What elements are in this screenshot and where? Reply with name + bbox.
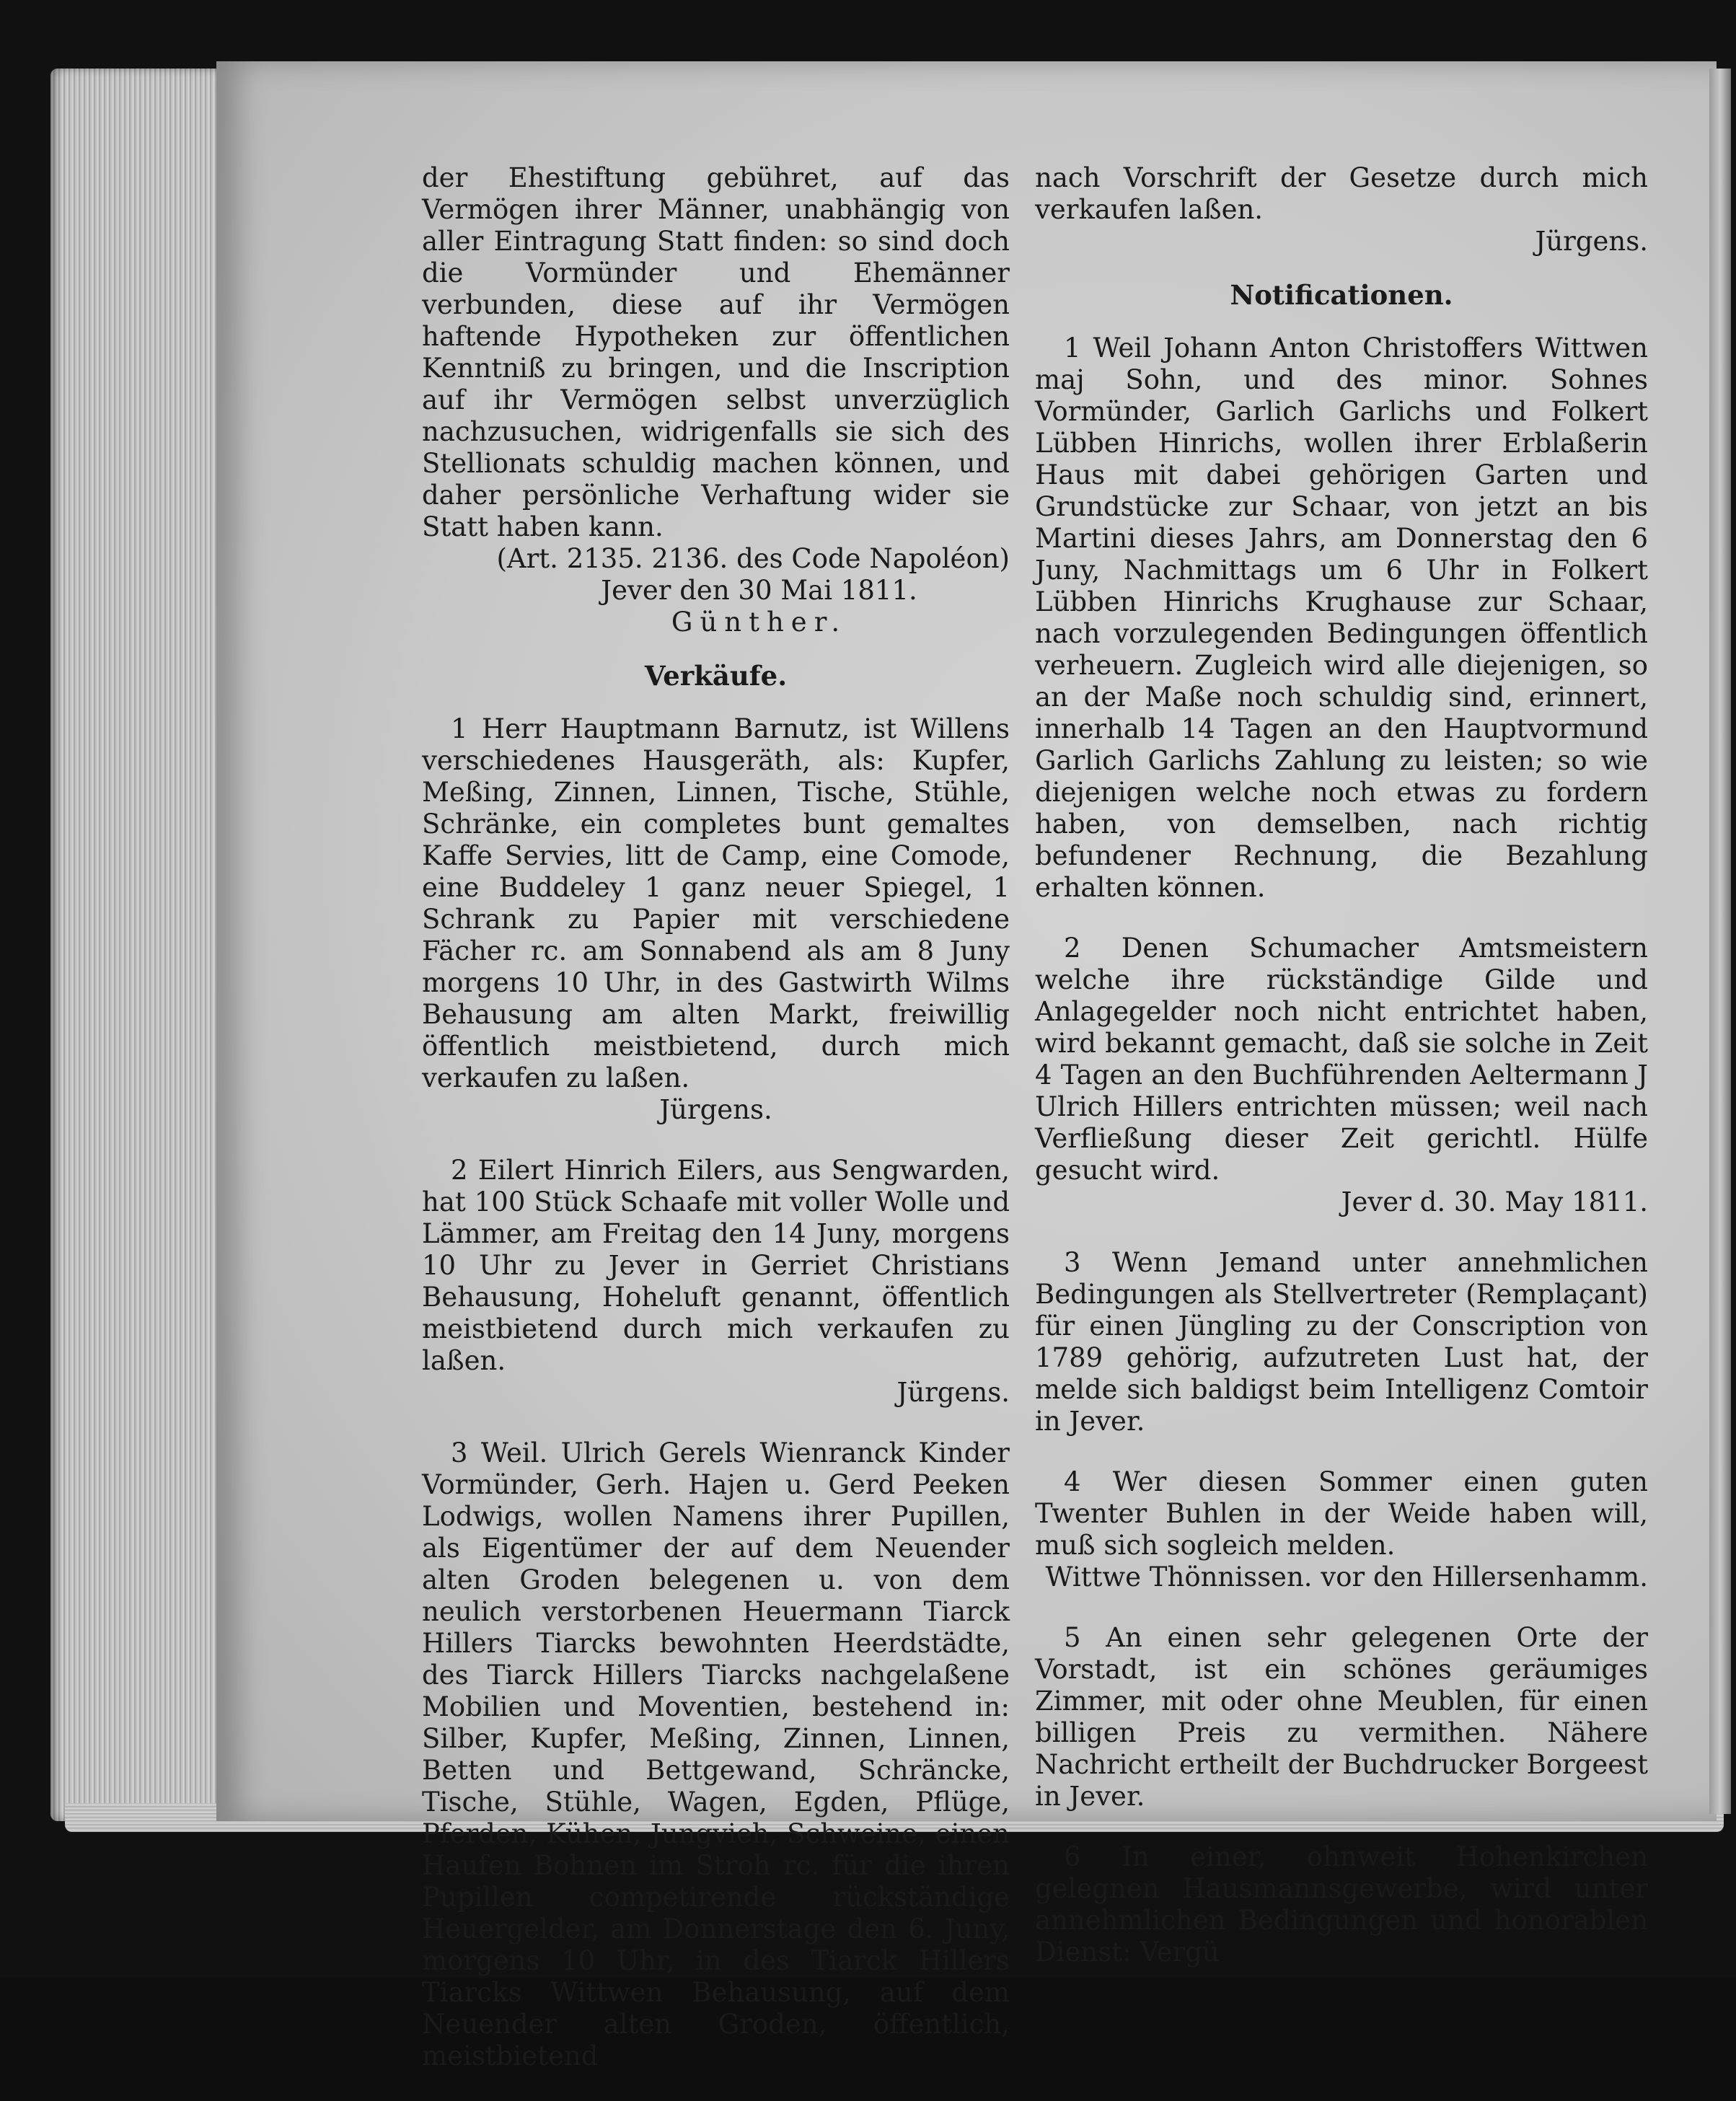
notification-text: 4 Wer diesen Sommer einen guten Twenter Buhlen in der Weide haben will, muß sich sogleich melden. (1035, 1466, 1648, 1561)
sale-item (422, 1155, 1010, 1409)
intro-paragraph: der Ehestiftung gebühret, auf das Vermögen ihrer Männer, unabhängig von aller Eintragung Statt finden: so sind doch die Vormünder und Ehemänner verbunden, diese auf ihr Vermögen haftende Hypotheken zur öffentlichen Kenntniß zu bringen, und die Inscription auf ihr Vermögen selbst unverzüglich nachzusuchen, widrigenfalls sie sich des Stellionats schuldig machen können, und daher persönliche Verhaftung wider sie Statt haben kann. (422, 162, 1010, 542)
notification-item (1035, 1841, 1648, 1968)
sale-item-text: 3 Weil. Ulrich Gerels Wienranck Kinder Vormünder, Gerh. Hajen u. Gerd Peeken Lodwigs, wollen Namens ihrer Pupillen, als Eigentümer der auf dem Neuender alten Groden belegenen u. von dem neulich verstorbenen Heuermann Tiarck Hillers Tiarcks bewohnten Heerdstädte, des Tiarck Hillers Tiarcks nachgelaßene Mobilien und Moventien, bestehend in: Silber, Kupfer, Meßing, Zinnen, Linnen, Betten und Bettgewand, Schräncke, Tische, Stühle, Wagen, Egden, Pflüge, Pferden, Kühen, Jungvieh, Schweine, einen Haufen Bohnen im Stroh rc. für die ihren Pupillen competirende rückständige Heuergelder, am Donnerstage den 6. Juny, morgens 10 Uhr, in des Tiarck Hillers Tiarcks Wittwen Behausung, auf dem Neuender alten Groden, öffentlich, meistbietend (422, 1437, 1010, 2071)
notification-item (1035, 1247, 1648, 1437)
notification-item (1035, 1622, 1648, 1813)
notification-text: 5 An einen sehr gelegenen Orte der Vorstadt, ist ein schönes geräumiges Zimmer, mit oder ohne Meublen, für einen billigen Preis zu vermithen. Nähere Nachricht ertheilt der Buchdrucker Borgeest in Jever. (1035, 1622, 1648, 1812)
left-column (422, 162, 1010, 2101)
notification-item (1035, 332, 1648, 904)
sale-item (422, 1437, 1010, 2072)
notification-text: 6 In einer, ohnweit Hohenkirchen gelegnen Hausmannsgewerbe, wird unter annehmlichen Bedingungen und honorablen Dienst: Vergü (1035, 1841, 1648, 1968)
continuation-sign: Jürgens. (1535, 226, 1648, 257)
sale-item-text: 2 Eilert Hinrich Eilers, aus Sengwarden, hat 100 Stück Schaafe mit voller Wolle und Lämmer, am Freitag den 14 Juny, morgens 10 Uhr zu Jever in Gerriet Christians Behausung, Hoheluft genannt, öffentlich meistbietend durch mich verkaufen zu laßen. (422, 1155, 1010, 1376)
notification-text: 1 Weil Johann Anton Christoffers Wittwen maj Sohn, und des minor. Sohnes Vormünder, Garlich Garlichs und Folkert Lübben Hinrichs, wollen ihrer Erblaßerin Haus mit dabei gehörigen Garten und Grundstücke zur Schaar, von jetzt an bis Martini dieses Jahrs, am Donnerstag den 6 Juny, Nachmittags um 6 Uhr in Folkert Lübben Hinrichs Krughause zur Schaar, nach vorzulegenden Bedingungen öffentlich verheuern. Zugleich wird alle diejenigen, so an der Maße noch schuldig sind, erinnert, innerhalb 14 Tagen an den Hauptvormund Garlich Garlichs Zahlung zu leisten; so wie diejenigen welche noch etwas zu fordern haben, von demselben, nach richtig befundener Rechnung, die Bezahlung erhalten können. (1035, 332, 1648, 903)
notification-sign: Jever d. 30. May 1811. (1341, 1186, 1648, 1217)
sale-item (422, 713, 1010, 1126)
date-line: Jever den 30 Mai 1811. (601, 575, 917, 606)
sale-item-text: 1 Herr Hauptmann Barnutz, ist Willens verschiedenes Hausgeräth, als: Kupfer, Meßing, Zinnen, Linnen, Tische, Stühle, Schränke, ein completes bunt gemaltes Kaffe Servies, litt de Camp, eine Comode, eine Buddeley 1 ganz neuer Spiegel, 1 Schrank zu Papier mit verschiedene Fächer rc. am Sonnabend als am 8 Juny morgens 10 Uhr, in des Gastwirth Wilms Behausung am alten Markt, freiwillig öffentlich meistbietend, durch mich verkaufen zu laßen. (422, 713, 1010, 1093)
notification-item (1035, 1466, 1648, 1593)
right-column (1035, 162, 1648, 1997)
sale-item-sign: Jürgens. (659, 1094, 772, 1125)
right-page-edge (1709, 69, 1731, 1814)
section-heading-notifications: Notificationen. (1230, 279, 1453, 311)
notification-text: 2 Denen Schumacher Amtsmeistern welche ihre rückständige Gilde und Anlagegelder noch nicht entrichtet haben, wird bekannt gemacht, daß sie solche in Zeit 4 Tagen an den Buchführenden Aeltermann J Ulrich Hillers entrichten müssen; weil nach Verfließung dieser Zeit gerichtl. Hülfe gesucht wird. (1035, 933, 1648, 1186)
article-reference: (Art. 2135. 2136. des Code Napoléon) (496, 543, 1010, 574)
notification-item (1035, 933, 1648, 1218)
signature: Günther. (671, 607, 847, 638)
stacked-page-edges (50, 69, 238, 1821)
section-heading-sales: Verkäufe. (644, 660, 788, 692)
continuation-text: nach Vorschrift der Gesetze durch mich verkaufen laßen. (1035, 162, 1648, 225)
notification-text: 3 Wenn Jemand unter annehmlichen Bedingungen als Stellvertreter (Remplaçant) für einen Jüngling zu der Conscription von 1789 gehörig, aufzutreten Lust hat, der melde sich baldigst beim Intelligenz Comtoir in Jever. (1035, 1247, 1648, 1437)
notification-sign: Wittwe Thönnissen. vor den Hillersenhamm. (1045, 1562, 1648, 1593)
sale-item-sign: Jürgens. (896, 1377, 1010, 1408)
